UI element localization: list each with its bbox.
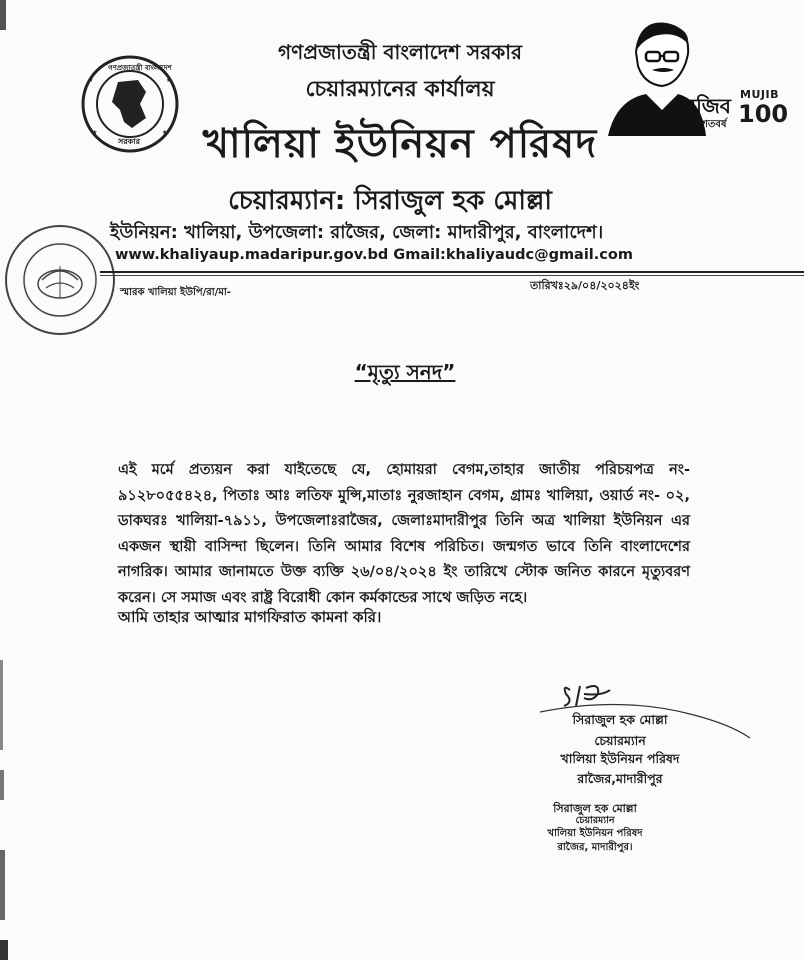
certificate-title: “মৃত্যু সনদ” bbox=[354, 360, 456, 384]
prayer-line: আমি তাহার আত্মার মাগফিরাত কামনা করি। bbox=[118, 608, 382, 626]
certificate-body: এই মর্মে প্রত্যয়ন করা যাইতেছে যে, হোমায়রা বেগম,তাহার জাতীয় পরিচয়পত্র নং- ৯১২৮০৫৫৪২৪, পিতাঃ আঃ লতিফ মুন্সি,মাতাঃ নুরজাহান বেগম, গ্রামঃ খালিয়া, ওয়ার্ড নং- ০২, ডাকঘরঃ খালিয়া-৭৯১১, উপজেলাঃরাজৈর, জেলাঃমাদারীপুর তিনি অত্র খালিয়া ইউনিয়ন এর একজন স্থায়ী বাসিন্দা ছিলেন। তিনি আমার বিশেষ পরিচিত। জন্মগত ভাবে তিনি বাংলাদেশের নাগরিক। আমার জানামতে উক্ত ব্যক্তি ২৬/০৪/২০২৪ ইং তারিখে স্টোক জনিত কারনে মৃত্যুবরণ করেন। সে সমাজ এবং রাষ্ট্র বিরোধী কোন কর্মকান্ডের সাথে জড়িত নহে। bbox=[118, 462, 690, 606]
svg-text:★: ★ bbox=[88, 77, 94, 84]
union-stamp-icon bbox=[2, 222, 120, 338]
header-line-1: গণপ্রজাতন্ত্রী বাংলাদেশ সরকার bbox=[278, 40, 522, 64]
svg-text:★: ★ bbox=[92, 129, 98, 136]
signatory-office: খালিয়া ইউনিয়ন পরিষদ bbox=[560, 751, 680, 766]
mujib-logo-english: MUJIB bbox=[740, 88, 779, 101]
header-divider-thin bbox=[100, 275, 804, 276]
seal-bottom-text: সরকার bbox=[118, 137, 141, 146]
signatory-location: রাজৈর,মাদারীপুর bbox=[577, 771, 663, 786]
seal-top-text: গণপ্রজাতন্ত্রী বাংলাদেশ bbox=[108, 64, 172, 72]
mujib-logo-bengali: মুজিব bbox=[685, 94, 731, 118]
contact-line: www.khaliyaup.madaripur.gov.bd Gmail:khaliyaudc@gmail.com bbox=[115, 247, 633, 263]
stamp-name: সিরাজুল হক মোল্লা bbox=[553, 802, 637, 815]
header-line-2: চেয়ারম্যানের কার্যালয় bbox=[305, 77, 495, 102]
scan-edge-marks bbox=[0, 0, 12, 960]
issue-date: তারিখঃ২৯/০৪/২০২৪ইং bbox=[530, 279, 640, 292]
stamp-office: খালিয়া ইউনিয়ন পরিষদ bbox=[547, 828, 643, 839]
office-title: খালিয়া ইউনিয়ন পরিষদ bbox=[202, 121, 598, 167]
header-divider bbox=[100, 271, 804, 273]
signatory-designation: চেয়ারম্যান bbox=[594, 733, 646, 748]
stamp-location: রাজৈর, মাদারীপুর। bbox=[557, 842, 633, 853]
signatory-name: সিরাজুল হক মোল্লা bbox=[572, 712, 668, 727]
chairman-name: চেয়ারম্যান: সিরাজুল হক মোল্লা bbox=[228, 186, 552, 216]
svg-text:★: ★ bbox=[162, 129, 168, 136]
stamp-designation: চেয়ারম্যান bbox=[575, 815, 615, 826]
svg-text:★: ★ bbox=[166, 77, 172, 84]
mujib-logo-subtext: শতবর্ষ bbox=[702, 119, 727, 130]
address-line: ইউনিয়ন: খালিয়া, উপজেলা: রাজৈর, জেলা: মাদারীপুর, বাংলাদেশ। bbox=[110, 222, 604, 243]
mujib-logo-number: 100 bbox=[738, 100, 789, 128]
memo-number: স্মারক খালিয়া ইউপি/রা/মা- bbox=[120, 287, 231, 298]
